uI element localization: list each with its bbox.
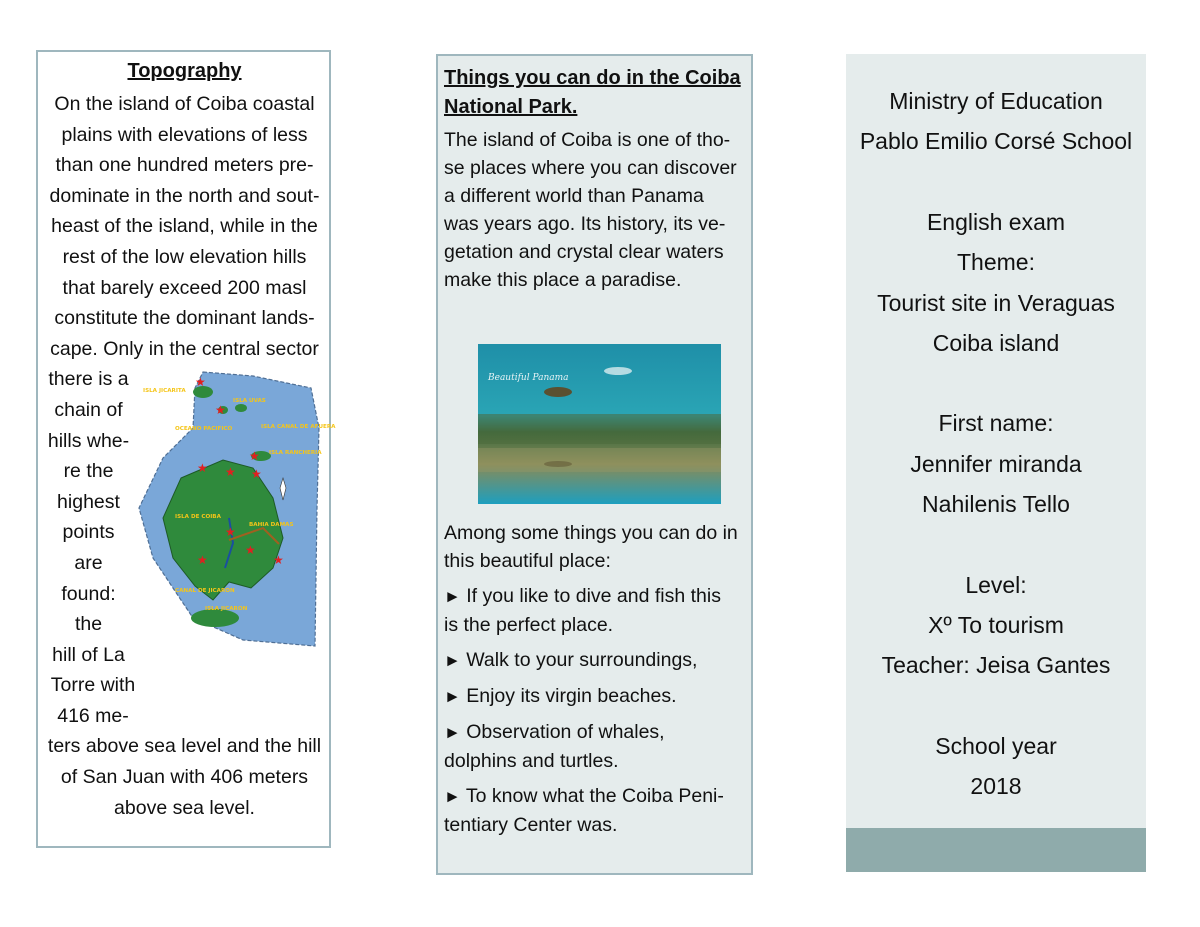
text-line: se places where you can discover bbox=[444, 157, 737, 179]
list-item: ► Observation of whales, dolphins and turtles. bbox=[444, 721, 665, 772]
map-label: ISLA JICARON bbox=[205, 606, 248, 613]
arrow-bullet-icon: ► bbox=[444, 651, 461, 670]
footer-bar bbox=[846, 828, 1146, 872]
school-year-label: School year bbox=[935, 732, 1057, 759]
svg-text:★: ★ bbox=[197, 553, 208, 568]
school-year-value: 2018 bbox=[970, 773, 1022, 800]
arrow-bullet-icon: ► bbox=[444, 723, 461, 742]
arrow-bullet-icon: ► bbox=[444, 787, 461, 806]
teacher-name: Teacher: Jeisa Gantes bbox=[881, 652, 1111, 679]
theme-label: Theme: bbox=[957, 249, 1035, 276]
svg-text:★: ★ bbox=[197, 461, 208, 476]
theme-value: Coiba island bbox=[932, 330, 1060, 357]
list-item: ► To know what the Coiba Peni- tentiary Center was. bbox=[444, 785, 724, 836]
text-line: was years ago. Its history, its ve- bbox=[444, 213, 726, 235]
list-item: ► Enjoy its virgin beaches. bbox=[444, 685, 677, 707]
text-line: points are bbox=[62, 521, 115, 574]
map-label: BAHIA DAMAS bbox=[249, 522, 294, 529]
level-value: Xº To tourism bbox=[928, 612, 1064, 639]
text-line: hill of La bbox=[52, 643, 125, 666]
text-line: hills whe- bbox=[47, 429, 130, 452]
text-line: constitute the dominant lands- bbox=[54, 307, 315, 330]
name-label: First name: bbox=[938, 410, 1054, 437]
text-line: highest bbox=[57, 490, 120, 513]
text-line: that barely exceed 200 masl bbox=[62, 276, 307, 299]
text-line: plains with elevations of less bbox=[61, 123, 308, 146]
text-line: On the island of Coiba coastal bbox=[54, 93, 315, 115]
topography-panel bbox=[36, 50, 336, 848]
text-line: Torre with bbox=[50, 674, 136, 697]
student-name: Jennifer miranda bbox=[910, 450, 1082, 477]
cover-panel bbox=[846, 54, 1146, 872]
svg-text:★: ★ bbox=[225, 465, 236, 480]
text-line: getation and crystal clear waters bbox=[444, 241, 724, 263]
text-line: dominate in the north and sout- bbox=[49, 184, 320, 207]
exam-name: English exam bbox=[926, 208, 1066, 235]
text-line: than one hundred meters pre- bbox=[55, 154, 314, 177]
map-label: CANAL DE JICARON bbox=[175, 588, 235, 595]
topography-text bbox=[46, 89, 336, 823]
text-line: Among some things you can do in bbox=[444, 522, 738, 544]
list-item: ► If you like to dive and fish this is the perfect place. bbox=[444, 585, 721, 636]
arrow-bullet-icon: ► bbox=[444, 687, 461, 706]
map-illustration bbox=[133, 368, 336, 652]
map-label: ISLA CANAL DE AFUERA bbox=[261, 424, 336, 431]
text-line: a different world than Panama bbox=[444, 185, 704, 207]
topography-title: Topography bbox=[127, 60, 242, 82]
text-line: heast of the island, while in the bbox=[51, 215, 318, 238]
ministry-name: Ministry of Education bbox=[889, 88, 1103, 114]
text-line: cape. Only in the central sector bbox=[50, 337, 319, 360]
turtle-shape bbox=[544, 387, 572, 397]
activities-title: Things you can do in the Coiba National Park. bbox=[444, 67, 741, 118]
coiba-island-map bbox=[133, 368, 336, 652]
text-line: The island of Coiba is one of tho- bbox=[444, 129, 731, 151]
island-uvas bbox=[235, 404, 247, 412]
text-line: found: the bbox=[61, 582, 116, 636]
text-line: this beautiful place: bbox=[444, 550, 611, 572]
text-line: re the bbox=[63, 460, 114, 483]
map-label: OCEANO PACIFICO bbox=[175, 426, 233, 433]
svg-text:★: ★ bbox=[225, 525, 236, 540]
svg-text:★: ★ bbox=[273, 553, 284, 568]
arrow-bullet-icon: ► bbox=[444, 587, 461, 606]
text-line: ters above sea level and the hill bbox=[47, 735, 322, 758]
text-line: rest of the low elevation hills bbox=[62, 245, 307, 268]
text-line: chain of bbox=[54, 398, 123, 421]
text-line: there is a bbox=[48, 368, 129, 391]
text-line: 416 me- bbox=[57, 704, 129, 727]
map-label: ISLA UVAS bbox=[233, 398, 266, 405]
text-line: above sea level. bbox=[114, 796, 255, 819]
photo-caption: Beautiful Panama bbox=[488, 373, 569, 383]
diver-shape bbox=[604, 367, 632, 375]
svg-text:★: ★ bbox=[251, 467, 262, 482]
svg-text:★: ★ bbox=[249, 449, 260, 464]
activities-intro bbox=[444, 126, 741, 294]
map-label: ISLA DE COIBA bbox=[175, 514, 221, 521]
underwater-photo bbox=[478, 344, 721, 504]
map-label: ISLA JICARITA bbox=[143, 388, 186, 395]
student-name: Nahilenis Tello bbox=[922, 491, 1070, 518]
text-line: make this place a paradise. bbox=[444, 269, 682, 291]
level-label: Level: bbox=[965, 571, 1027, 598]
svg-text:★: ★ bbox=[245, 543, 256, 558]
theme-value: Tourist site in Veraguas bbox=[877, 289, 1115, 316]
svg-text:★: ★ bbox=[195, 375, 206, 390]
text-line: of San Juan with 406 meters bbox=[60, 766, 309, 789]
activities-panel bbox=[436, 54, 753, 875]
map-label: ISLA RANCHERIA bbox=[269, 450, 322, 457]
school-name: Pablo Emilio Corsé School bbox=[859, 128, 1133, 155]
svg-text:★: ★ bbox=[215, 403, 226, 418]
list-item: ► Walk to your surroundings, bbox=[444, 649, 698, 671]
